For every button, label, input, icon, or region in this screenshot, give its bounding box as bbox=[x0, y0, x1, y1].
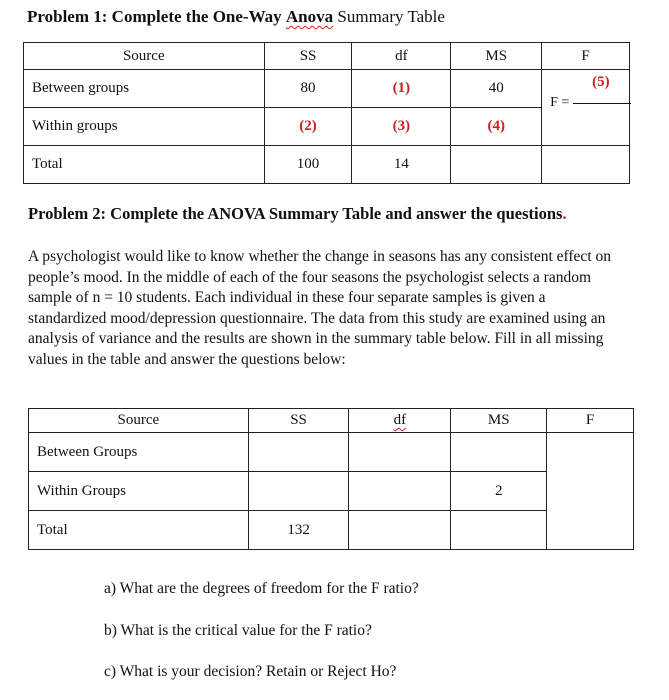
problem1-header-ms: MS bbox=[451, 43, 542, 70]
problem1-f-value: (5) bbox=[592, 74, 610, 90]
problem1-total-source: Total bbox=[24, 146, 265, 184]
problem1-row-between bbox=[24, 70, 630, 108]
problem2-total-ss: 132 bbox=[248, 511, 349, 550]
problem2-total-source: Total bbox=[29, 511, 249, 550]
problem2-title bbox=[28, 204, 567, 224]
problem2-header-source: Source bbox=[29, 409, 249, 433]
problem1-total-f bbox=[542, 146, 630, 184]
problem2-header-f: F bbox=[547, 409, 634, 433]
problem2-row-within bbox=[29, 472, 634, 511]
problem2-within-ss bbox=[248, 472, 349, 511]
problem1-title-bold: Problem 1: Complete the One-Way bbox=[27, 7, 282, 26]
problem2-header-df-text: df bbox=[393, 412, 407, 428]
problem1-header-f: F bbox=[542, 43, 630, 70]
problem2-within-source: Within Groups bbox=[29, 472, 249, 511]
problem1-within-ss: (2) bbox=[264, 108, 352, 146]
problem2-row-total bbox=[29, 511, 634, 550]
problem1-title-rest: Summary Table bbox=[337, 7, 445, 26]
problem1-title-wavy-word: Anova bbox=[285, 7, 334, 26]
problem2-title-text: Problem 2: Complete the ANOVA Summary Table and answer the questions bbox=[28, 204, 563, 223]
problem2-header-ms: MS bbox=[451, 409, 547, 433]
problem1-between-ms: 40 bbox=[451, 70, 542, 108]
problem1-f-blank-line bbox=[573, 102, 631, 104]
problem1-f-label-text: F = bbox=[550, 95, 570, 110]
problem1-table bbox=[23, 42, 630, 184]
problem1-within-df: (3) bbox=[352, 108, 451, 146]
problem2-within-df bbox=[349, 472, 451, 511]
problem2-row-between bbox=[29, 433, 634, 472]
problem2-between-ss bbox=[248, 433, 349, 472]
problem2-header-ss: SS bbox=[248, 409, 349, 433]
problem1-header-ss: SS bbox=[264, 43, 352, 70]
problem2-within-ms: 2 bbox=[451, 472, 547, 511]
problem1-total-ss: 100 bbox=[264, 146, 352, 184]
problem1-row-total bbox=[24, 146, 630, 184]
problem2-between-source: Between Groups bbox=[29, 433, 249, 472]
problem1-title bbox=[27, 7, 445, 27]
problem1-between-ss: 80 bbox=[264, 70, 352, 108]
problem1-header-source: Source bbox=[24, 43, 265, 70]
problem1-between-source: Between groups bbox=[24, 70, 265, 108]
problem2-table bbox=[28, 408, 634, 550]
problem1-total-df: 14 bbox=[352, 146, 451, 184]
problem2-between-ms bbox=[451, 433, 547, 472]
question-b: b) What is the critical value for the F ratio? bbox=[104, 622, 372, 639]
problem1-within-ms: (4) bbox=[451, 108, 542, 146]
problem1-between-df: (1) bbox=[352, 70, 451, 108]
problem1-f-label bbox=[550, 95, 631, 111]
problem1-within-source: Within groups bbox=[24, 108, 265, 146]
problem1-total-ms bbox=[451, 146, 542, 184]
problem2-total-df bbox=[349, 511, 451, 550]
problem2-header-df bbox=[349, 409, 451, 433]
problem2-total-ms bbox=[451, 511, 547, 550]
problem2-paragraph: A psychologist would like to know whether the change in seasons has any consistent effect on people’s mood. In the middle of each of the four seasons the psychologist selects a random sample of n = 10 students. Each individual in these four separate samples is given a standardized mood/depression questionnaire. The data from this study are examined using an analysis of variance and the results are shown in the summary table below. Fill in all missing values in the table and answer the questions below: bbox=[28, 248, 611, 368]
problem1-header-row bbox=[24, 43, 630, 70]
problem1-header-df: df bbox=[352, 43, 451, 70]
problem2-f-cell bbox=[547, 433, 634, 550]
problem1-f-cell bbox=[542, 70, 630, 146]
problem2-between-df bbox=[349, 433, 451, 472]
question-c: c) What is your decision? Retain or Reject Ho? bbox=[104, 663, 397, 680]
problem1-row-within bbox=[24, 108, 630, 146]
problem2-title-period: . bbox=[562, 204, 567, 223]
question-a: a) What are the degrees of freedom for the F ratio? bbox=[104, 580, 419, 597]
problem2-header-row bbox=[29, 409, 634, 433]
